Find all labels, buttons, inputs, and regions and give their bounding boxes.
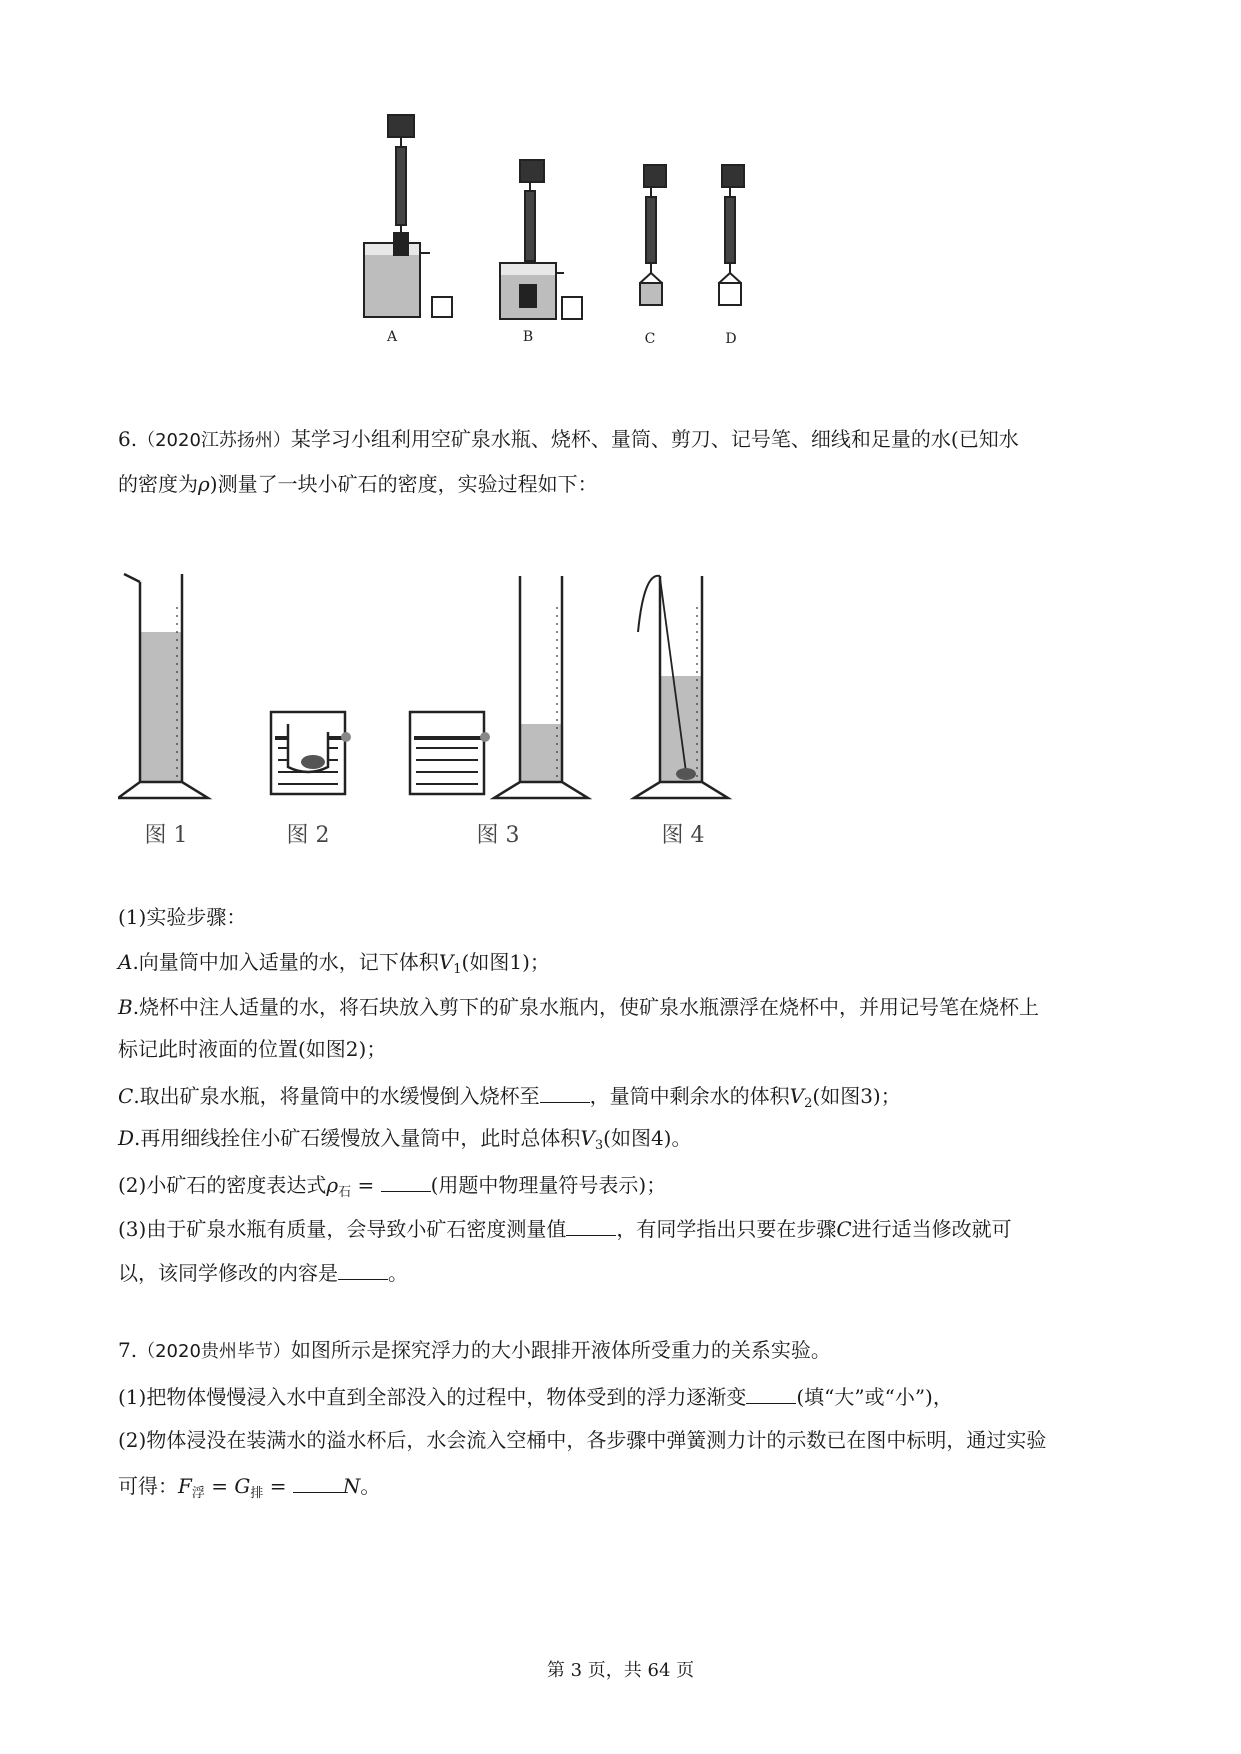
q7-part2-text: 可得： bbox=[118, 1474, 178, 1498]
step-d-tail: (如图4)。 bbox=[603, 1126, 692, 1150]
step-c-mid: ，量筒中剩余水的体积 bbox=[589, 1084, 790, 1108]
weight-sub: 排 bbox=[250, 1486, 264, 1501]
part3-text-f: 。 bbox=[388, 1261, 408, 1285]
figure1-label-b: B bbox=[522, 329, 534, 345]
q6-intro-text: 某学习小组利用空矿泉水瓶、烧杯、量筒、剪刀、记号笔、细线和足量的水(已知水 bbox=[290, 427, 1019, 451]
weight-symbol: G bbox=[234, 1474, 251, 1498]
q7-part2-line1: (2)物体浸没在装满水的溢水杯后，水会流入空桶中，各步骤中弹簧测力计的示数已在图中标明，通过实验 bbox=[118, 1428, 1047, 1452]
q7-part1-text: (1)把物体慢慢浸入水中直到全部没入的过程中，物体受到的浮力逐渐变 bbox=[118, 1385, 747, 1409]
part2-tail: (用题中物理量符号表示)； bbox=[430, 1173, 667, 1197]
q6-step-d bbox=[118, 1124, 1123, 1152]
q7-part2-line2 bbox=[118, 1470, 1123, 1500]
equals-sign: = bbox=[204, 1474, 235, 1498]
q6-step-b-line1 bbox=[118, 993, 1123, 1021]
q7-source: （2020贵州毕节） bbox=[137, 1341, 291, 1362]
q7-intro bbox=[118, 1336, 1123, 1366]
step-a-tail: (如图1)； bbox=[461, 950, 550, 974]
step-b-text-1: .烧杯中注人适量的水，将石块放入剪下的矿泉水瓶内，使矿泉水瓶漂浮在烧杯中，并用记号笔在烧杯上 bbox=[132, 995, 1040, 1019]
scale-handle-icon bbox=[722, 165, 744, 187]
q6-intro-text-2b: )测量了一块小矿石的密度，实验过程如下： bbox=[209, 472, 598, 496]
q6-step-c bbox=[118, 1080, 1123, 1110]
step-b-letter: B bbox=[118, 995, 133, 1019]
q6-intro-text-2a: 的密度为 bbox=[118, 472, 198, 496]
figure1-label-c: C bbox=[644, 331, 656, 347]
figure1-label-a: A bbox=[386, 329, 398, 345]
step-d-sub: 3 bbox=[594, 1138, 604, 1153]
step-c-sub: 2 bbox=[804, 1096, 813, 1111]
rho-symbol: ρ bbox=[326, 1173, 339, 1197]
unit-newton: N bbox=[342, 1474, 361, 1498]
part3-step-c: C bbox=[836, 1217, 852, 1241]
step-c-letter: C bbox=[118, 1084, 134, 1108]
part3-text-e: 以，该同学修改的内容是 bbox=[118, 1261, 338, 1285]
scale-handle-icon bbox=[388, 115, 414, 137]
step-a-letter: A bbox=[118, 950, 133, 974]
force-symbol: F bbox=[178, 1474, 192, 1498]
equals-sign: = bbox=[351, 1173, 381, 1197]
page-footer: 第 3 页，共 64 页 bbox=[546, 1660, 695, 1681]
step-d-text: .再用细线拴住小矿石缓慢放入量筒中，此时总体积 bbox=[134, 1126, 581, 1150]
q6-part2 bbox=[118, 1169, 1123, 1199]
q6-part3-line2 bbox=[118, 1257, 1123, 1287]
answer-blank[interactable] bbox=[540, 1080, 590, 1103]
scale-handle-icon bbox=[644, 165, 666, 187]
q6-intro-line1 bbox=[118, 425, 1123, 455]
answer-blank[interactable] bbox=[746, 1381, 796, 1404]
figure-spring-scale-experiment bbox=[350, 105, 850, 395]
rho-symbol: ρ bbox=[198, 472, 210, 496]
part3-text-b: ，有同学指出只要在步骤 bbox=[616, 1217, 837, 1241]
answer-blank[interactable] bbox=[566, 1213, 616, 1236]
figure2-label-2: 图 2 bbox=[286, 823, 330, 848]
figure2-label-3: 图 3 bbox=[476, 823, 520, 848]
figure-cylinder-experiment bbox=[118, 572, 838, 877]
equals-sign: = bbox=[263, 1474, 293, 1498]
q7-part2-end: 。 bbox=[360, 1474, 381, 1498]
part2-text: (2)小矿石的密度表达式 bbox=[118, 1173, 327, 1197]
force-sub: 浮 bbox=[191, 1486, 205, 1501]
step-d-var: V bbox=[580, 1126, 595, 1150]
q6-step-b-line2: 标记此时液面的位置(如图2)； bbox=[118, 1037, 387, 1061]
figure2-label-1: 图 1 bbox=[144, 823, 188, 848]
step-c-var: V bbox=[789, 1084, 805, 1108]
q7-number: 7. bbox=[118, 1338, 138, 1362]
step-d-letter: D bbox=[118, 1126, 135, 1150]
answer-blank[interactable] bbox=[293, 1470, 343, 1493]
figure1-label-d: D bbox=[725, 331, 737, 347]
figure2-label-4: 图 4 bbox=[661, 823, 705, 848]
q7-intro-text: 如图所示是探究浮力的大小跟排开液体所受重力的关系实验。 bbox=[290, 1338, 831, 1362]
q7-part1-tail: (填“大”或“小”)， bbox=[796, 1385, 953, 1409]
step-c-tail: (如图3)； bbox=[812, 1084, 901, 1108]
scale-handle-icon bbox=[520, 160, 544, 182]
q6-intro-line2 bbox=[118, 470, 1123, 498]
q6-part3-line1 bbox=[118, 1213, 1123, 1243]
q7-part1 bbox=[118, 1381, 1123, 1411]
step-a-var: V bbox=[438, 950, 454, 974]
part3-text-a: (3)由于矿泉水瓶有质量，会导致小矿石密度测量值 bbox=[118, 1217, 567, 1241]
q6-step-a bbox=[118, 948, 1123, 976]
rho-sub: 石 bbox=[338, 1185, 352, 1200]
step-c-text: .取出矿泉水瓶，将量筒中的水缓慢倒入烧杯至 bbox=[133, 1084, 540, 1108]
q6-part1-title: (1)实验步骤： bbox=[118, 905, 247, 929]
q6-source: （2020江苏扬州） bbox=[137, 430, 291, 451]
part3-text-d: 进行适当修改就可 bbox=[851, 1217, 1012, 1241]
answer-blank[interactable] bbox=[381, 1169, 431, 1192]
q6-number: 6. bbox=[118, 427, 138, 451]
answer-blank[interactable] bbox=[338, 1257, 388, 1280]
step-a-text: .向量筒中加入适量的水，记下体积 bbox=[132, 950, 439, 974]
step-a-sub: 1 bbox=[453, 962, 462, 977]
